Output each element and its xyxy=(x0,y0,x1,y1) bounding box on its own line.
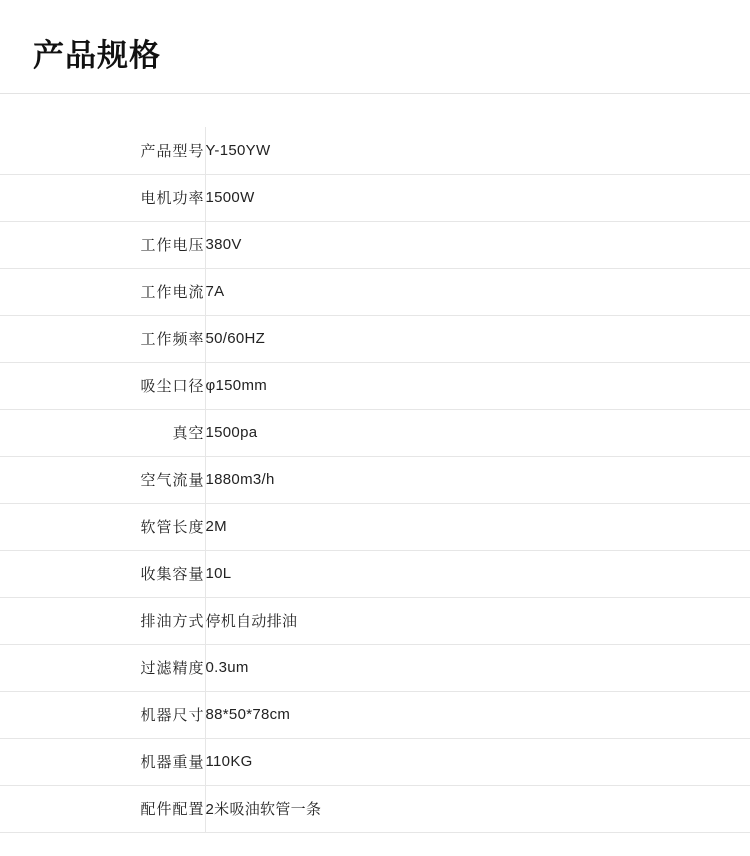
spec-label: 配件配置 xyxy=(0,785,205,832)
spec-label: 空气流量 xyxy=(0,456,205,503)
spec-value: 1500pa xyxy=(205,409,750,456)
specification-table-body xyxy=(0,127,750,832)
spec-label: 收集容量 xyxy=(0,550,205,597)
spec-label: 电机功率 xyxy=(0,174,205,221)
spec-value: 1500W xyxy=(205,174,750,221)
table-row xyxy=(0,409,750,456)
spec-value: 2M xyxy=(205,503,750,550)
spec-value: φ150mm xyxy=(205,362,750,409)
spec-label: 软管长度 xyxy=(0,503,205,550)
spec-label: 机器尺寸 xyxy=(0,691,205,738)
spec-label: 工作电压 xyxy=(0,221,205,268)
table-row xyxy=(0,644,750,691)
spec-label: 工作电流 xyxy=(0,268,205,315)
spec-label: 排油方式 xyxy=(0,597,205,644)
spec-label: 工作频率 xyxy=(0,315,205,362)
spec-label: 真空 xyxy=(0,409,205,456)
spec-value: 110KG xyxy=(205,738,750,785)
table-row xyxy=(0,362,750,409)
table-row xyxy=(0,456,750,503)
spec-label: 机器重量 xyxy=(0,738,205,785)
spec-value: 1880m3/h xyxy=(205,456,750,503)
spec-value: 380V xyxy=(205,221,750,268)
page-header xyxy=(0,0,750,93)
table-row xyxy=(0,738,750,785)
table-row xyxy=(0,597,750,644)
spec-value: 10L xyxy=(205,550,750,597)
spec-value: 停机自动排油 xyxy=(205,597,750,644)
spec-value: 50/60HZ xyxy=(205,315,750,362)
spec-value: 88*50*78cm xyxy=(205,691,750,738)
table-row xyxy=(0,503,750,550)
spec-label: 过滤精度 xyxy=(0,644,205,691)
spec-value: 0.3um xyxy=(205,644,750,691)
spec-value: 7A xyxy=(205,268,750,315)
header-divider xyxy=(0,93,750,94)
specification-table xyxy=(0,127,750,833)
table-row xyxy=(0,174,750,221)
table-row xyxy=(0,315,750,362)
spec-label: 产品型号 xyxy=(0,127,205,174)
page-title: 产品规格 xyxy=(33,38,161,73)
table-row xyxy=(0,268,750,315)
table-row xyxy=(0,221,750,268)
spec-value: 2米吸油软管一条 xyxy=(205,785,750,832)
table-row xyxy=(0,127,750,174)
spec-value: Y-150YW xyxy=(205,127,750,174)
spec-label: 吸尘口径 xyxy=(0,362,205,409)
table-row xyxy=(0,691,750,738)
table-row xyxy=(0,550,750,597)
table-row xyxy=(0,785,750,832)
